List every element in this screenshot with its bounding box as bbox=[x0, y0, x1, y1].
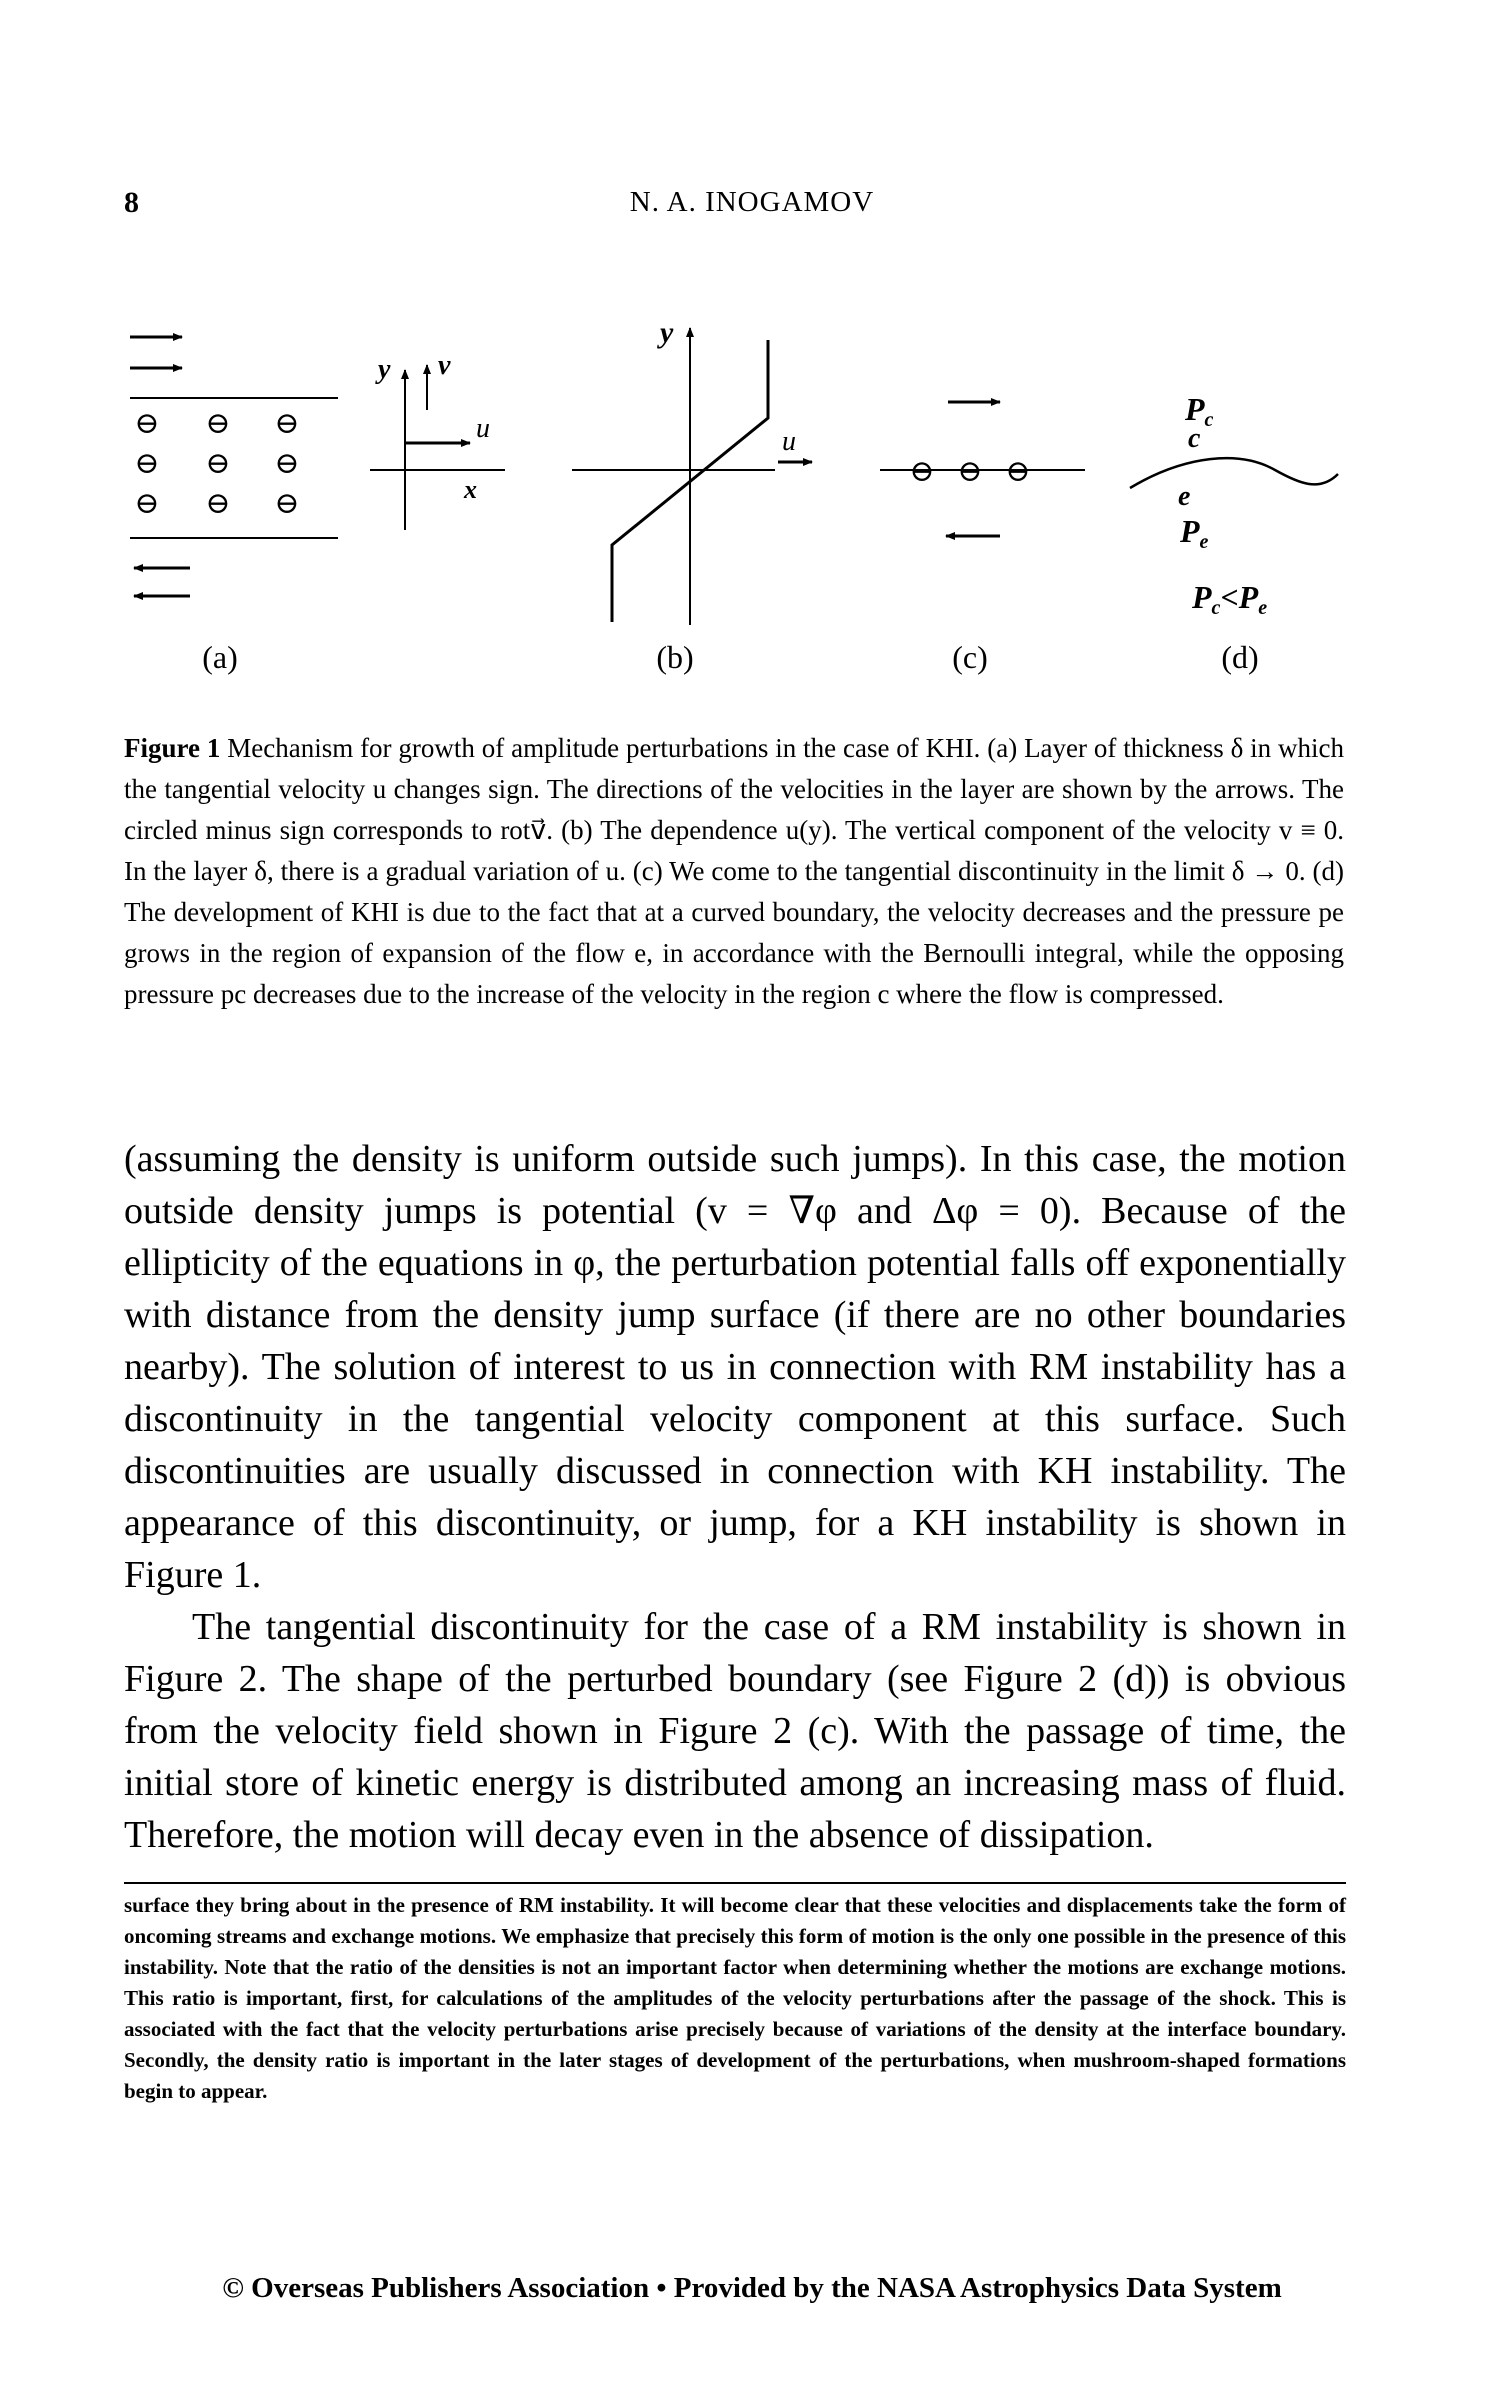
region-e-label: e bbox=[1178, 481, 1191, 512]
paragraph: (assuming the density is uniform outside such jumps). In this case, the motion outside density jumps is potential (v = ∇φ and Δφ = 0). Because of the ellipticity of the equations in φ, the perturbation potential falls off exponentially with distance from the density jump surface (if there are no other boundaries nearby). The solution of interest to us in connection with RM instability has a discontinuity in the tangential velocity component at this surface. Such discontinuities are usually discussed in connection with KH instability. The appearance of this discontinuity, or jump, for a KH instability is shown in Figure 1. bbox=[124, 1138, 1346, 1596]
panel-label-c: (c) bbox=[952, 639, 988, 675]
panel-c bbox=[880, 402, 1085, 675]
page-number: 8 bbox=[124, 186, 139, 219]
v-axis-label: v bbox=[438, 350, 451, 381]
panel-d bbox=[1130, 391, 1338, 675]
minus-symbol: ⊖ bbox=[134, 447, 160, 480]
perturbed-boundary-curve bbox=[1130, 458, 1338, 488]
minus-symbol: ⊖ bbox=[274, 487, 300, 520]
body-text bbox=[124, 1133, 1346, 1861]
minus-symbol: ⊖ bbox=[909, 455, 935, 488]
figure-caption-text: Mechanism for growth of amplitude perturbations in the case of KHI. (a) Layer of thickness δ in which the tangential velocity u changes sign. The directions of the velocities in the layer are shown by the arrows. The circled minus sign corresponds to rotv⃗. (b) The dependence u(y). The vertical component of the velocity v ≡ 0. In the layer δ, there is a gradual variation of u. (c) We come to the tangential discontinuity in the limit δ → 0. (d) The development of KHI is due to the fact that at a curved boundary, the velocity decreases and the pressure pe grows in the region of expansion of the flow e, in accordance with the Bernoulli integral, while the opposing pressure pc decreases due to the increase of the velocity in the region c where the flow is compressed. bbox=[124, 733, 1345, 1009]
panel-b bbox=[572, 316, 812, 675]
minus-grid bbox=[134, 407, 299, 520]
panel-a bbox=[130, 337, 338, 675]
panel-label-d: (d) bbox=[1221, 639, 1259, 675]
figure-1-diagram bbox=[0, 0, 1504, 700]
figure-caption-label: Figure 1 bbox=[124, 733, 221, 763]
footnote-rule bbox=[124, 1882, 1346, 1884]
minus-symbol: ⊖ bbox=[205, 407, 231, 440]
minus-symbol: ⊖ bbox=[134, 407, 160, 440]
minus-symbol: ⊖ bbox=[1005, 455, 1031, 488]
x-axis-label: x bbox=[464, 475, 477, 504]
footnote: surface they bring about in the presence of RM instability. It will become clear that these velocities and displacements take the form of oncoming streams and exchange motions. We emphasize that precisely this form of motion is the only one possible in the presence of this instability. Note that the ratio of the densities is not an important factor when determining whether the motions are exchange motions. This ratio is important, first, for calculations of the amplitudes of the velocity perturbations after the passage of the shock. This is associated with the fact that the velocity perturbations arise precisely because of variations of the density at the interface boundary. Secondly, the density ratio is important in the later stages of development of the perturbations, when mushroom-shaped formations begin to appear. bbox=[124, 1893, 1346, 2103]
minus-symbol: ⊖ bbox=[274, 447, 300, 480]
minus-symbol: ⊖ bbox=[957, 455, 983, 488]
figure-caption bbox=[124, 728, 1344, 1015]
page-footer: © Overseas Publishers Association • Provided by the NASA Astrophysics Data System bbox=[222, 2272, 1282, 2304]
u-label: u bbox=[476, 413, 490, 444]
running-title: N. A. INOGAMOV bbox=[629, 186, 875, 218]
u-label: u bbox=[782, 426, 796, 457]
pressure-label-pe: Pe bbox=[1180, 513, 1209, 553]
minus-symbol: ⊖ bbox=[134, 487, 160, 520]
panel-label-a: (a) bbox=[202, 639, 238, 675]
panel-label-b: (b) bbox=[656, 639, 694, 675]
minus-symbol: ⊖ bbox=[274, 407, 300, 440]
pressure-relation: Pc<Pe bbox=[1192, 579, 1268, 619]
minus-symbol: ⊖ bbox=[205, 487, 231, 520]
axes-inset bbox=[370, 350, 505, 530]
region-c-label: c bbox=[1188, 423, 1201, 454]
y-axis-label: y bbox=[660, 316, 674, 349]
paragraph: The tangential discontinuity for the case of a RM instability is shown in Figure 2. The shape of the perturbed boundary (see Figure 2 (d)) is obvious from the velocity field shown in Figure 2 (c). With the passage of time, the initial store of kinetic energy is distributed among an increasing mass of fluid. Therefore, the motion will decay even in the absence of dissipation. bbox=[124, 1606, 1346, 1856]
y-axis-label: y bbox=[378, 354, 391, 385]
minus-symbol: ⊖ bbox=[205, 447, 231, 480]
pressure-label-pc: Pc bbox=[1185, 391, 1214, 431]
